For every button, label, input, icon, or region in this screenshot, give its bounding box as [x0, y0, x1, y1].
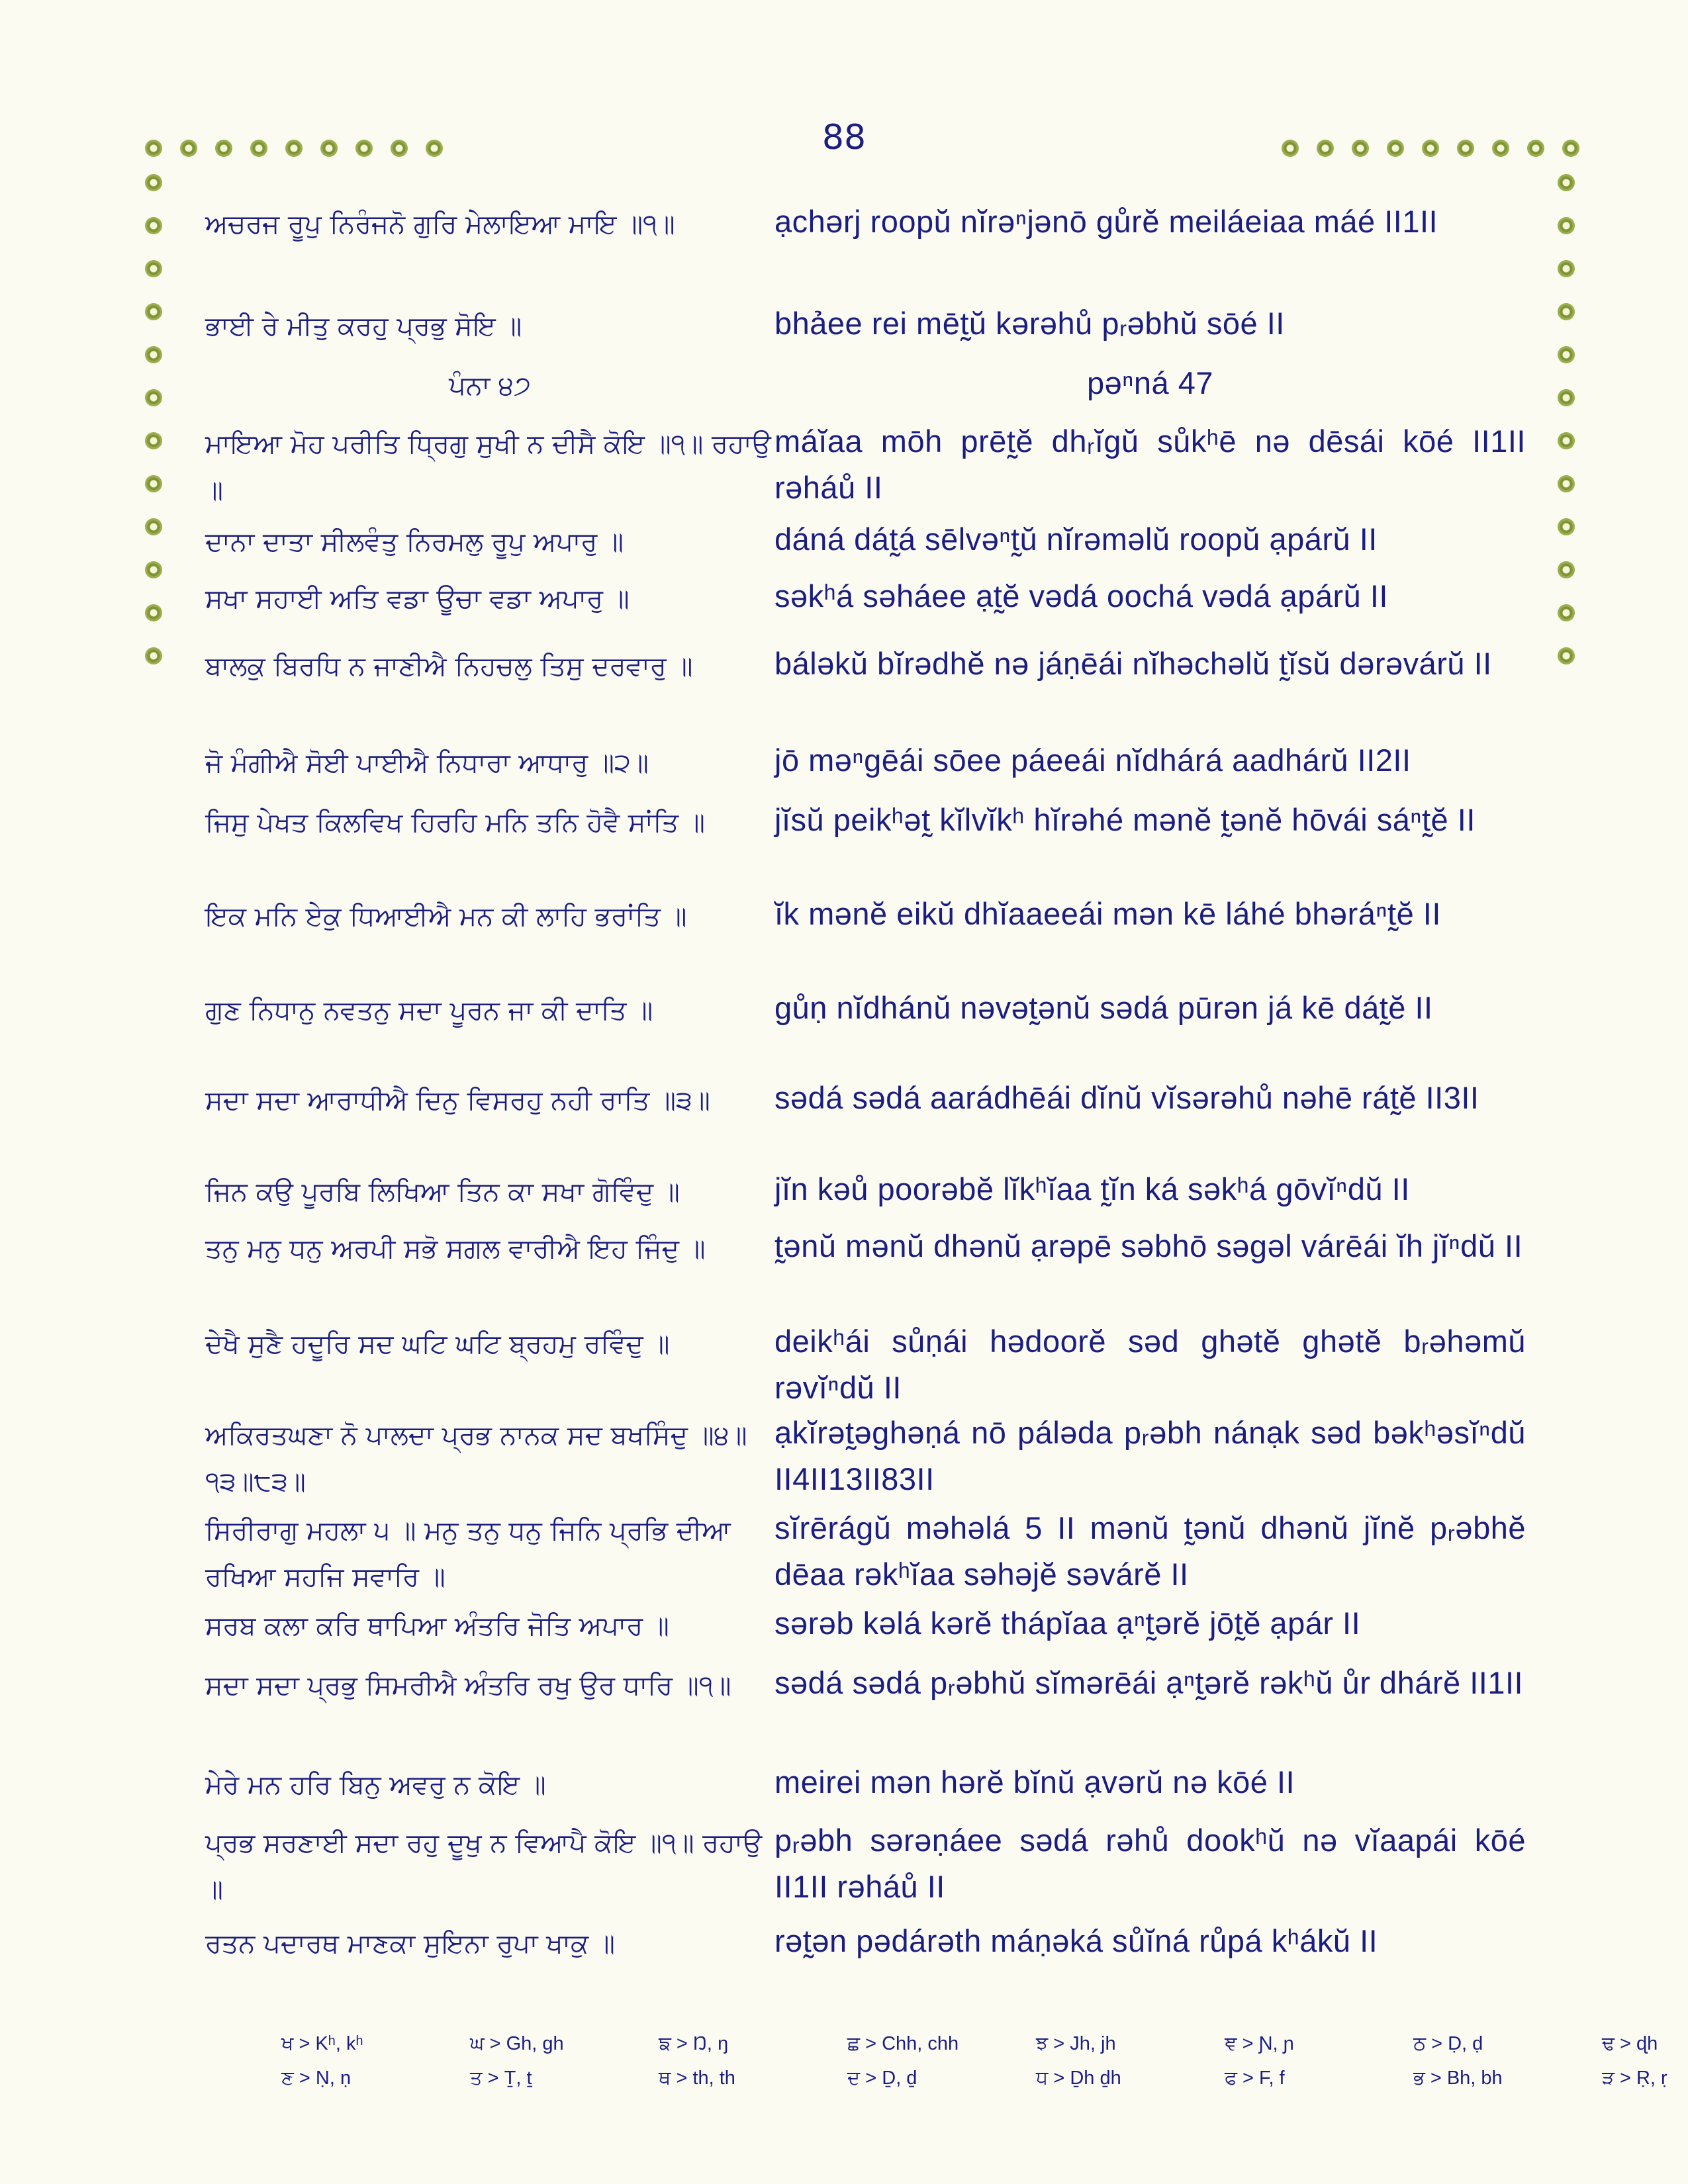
- flower-ornament-icon: [1557, 604, 1575, 622]
- transliteration-line: sədá sədá aarádhēái dĭnŭ vĭsərəhů nəhē rát̰ĕ II3II: [774, 1080, 1479, 1115]
- transliteration-line: dáná dát̰á sēlvəⁿt̰ŭ nĭrəməlŭ roopŭ ạpárŭ II: [774, 522, 1378, 557]
- transliteration-line: báləkŭ bĭrədhĕ nə jáṇēái nĭhəchəlŭ t̰ĭsŭ dərəvárŭ II: [774, 646, 1492, 681]
- gurmukhi-line: ਜਿਸੁ ਪੇਖਤ ਕਿਲਵਿਖ ਹਿਰਹਿ ਮਨਿ ਤਨਿ ਹੋਵੈ ਸਾਂਤਿ ॥: [205, 807, 705, 838]
- gurmukhi-line: ਭਾਈ ਰੇ ਮੀਤੁ ਕਰਹੁ ਪ੍ਰਭੁ ਸੋਇ ॥: [205, 311, 522, 341]
- transliteration-line: meirei mən hərĕ bĭnŭ ạvərŭ nə kōé II: [774, 1764, 1295, 1799]
- flower-ornament-icon: [144, 139, 163, 158]
- gurmukhi-line: ਦੇਖੈ ਸੁਣੈ ਹਦੂਰਿ ਸਦ ਘਟਿ ਘਟਿ ਬ੍ਰਹਮੁ ਰਵਿੰਦੁ ॥: [205, 1329, 670, 1359]
- flower-ornament-icon: [1557, 518, 1575, 536]
- flower-ornament-icon: [144, 604, 163, 622]
- verse-row: [205, 1918, 1529, 1971]
- verse-row: [205, 1075, 1529, 1166]
- page-number: 88: [821, 118, 867, 158]
- verse-row: [205, 641, 1529, 737]
- legend-item: ਖ > Kʰ, kʰ: [281, 2033, 363, 2054]
- gurmukhi-line: ਸਦਾ ਸਦਾ ਪ੍ਰਭੁ ਸਿਮਰੀਐ ਅੰਤਰਿ ਰਖੁ ਉਰ ਧਾਰਿ ॥੧॥: [205, 1670, 731, 1701]
- legend-item: ਫ > F, f: [1225, 2068, 1285, 2089]
- flower-ornament-icon: [425, 139, 444, 158]
- transliteration-line: ạkĭrət̰əghəṇá nō páləda pᵣəbh nánạk səd bəkʰəsĭⁿdŭ II4II13II83II: [774, 1415, 1526, 1496]
- flower-ornament-icon: [1562, 139, 1580, 158]
- page-reference-row: [205, 360, 1529, 418]
- legend-item: ਙ > Ŋ, ŋ: [659, 2033, 729, 2054]
- gurmukhi-line: ਬਾਲਕੁ ਬਿਰਧਿ ਨ ਜਾਣੀਐ ਨਿਹਚਲੁ ਤਿਸੁ ਦਰਵਾਰੁ ॥: [205, 651, 693, 682]
- verse-row: [205, 797, 1529, 891]
- gurmukhi-line: ਮਾਇਆ ਮੋਹ ਪਰੀਤਿ ਧ੍ਰਿਗੁ ਸੁਖੀ ਨ ਦੀਸੈ ਕੋਇ ॥੧॥ ਰਹਾਉ ॥: [205, 429, 771, 506]
- flower-ornament-icon: [144, 518, 163, 536]
- flower-ornament-icon: [144, 216, 163, 235]
- verse-row: [205, 1660, 1529, 1759]
- flower-ornament-icon: [1557, 173, 1575, 192]
- verse-row: [205, 418, 1529, 516]
- gurmukhi-line: ਸਿਰੀਰਾਗੁ ਮਹਲਾ ੫ ॥ ਮਨੁ ਤਨੁ ਧਨੁ ਜਿਨਿ ਪ੍ਰਭਿ ਦੀਆ ਰਖਿਆ ਸਹਜਿ ਸਵਾਰਿ ॥: [205, 1516, 731, 1592]
- transliteration-line: deikʰái sůṇái hədoorĕ səd ghətĕ ghətĕ bᵣəhəmŭ rəvĭⁿdŭ II: [774, 1324, 1526, 1405]
- legend-row: [281, 2068, 1667, 2102]
- top-left-ornament: [144, 139, 444, 158]
- gurmukhi-line: ਅਚਰਜ ਰੂਪੁ ਨਿਰੰਜਨੋ ਗੁਰਿ ਮੇਲਾਇਆ ਮਾਇ ॥੧॥: [205, 209, 675, 240]
- flower-ornament-icon: [144, 388, 163, 407]
- legend-item: ਝ > Jh, jh: [1036, 2033, 1116, 2054]
- verse-row: [205, 1410, 1529, 1505]
- flower-ornament-icon: [1386, 139, 1405, 158]
- transliteration-line: jō məⁿgēái sōee páeeái nĭdhárá aadhárŭ II2II: [774, 743, 1411, 778]
- flower-ornament-icon: [1316, 139, 1335, 158]
- transliteration-line: səkʰá səháee ạt̰ĕ vədá oochá vədá ạpárŭ II: [774, 578, 1388, 614]
- legend-item: ਥ > th, th: [659, 2068, 735, 2089]
- legend-row: [281, 2033, 1658, 2068]
- flower-ornament-icon: [1557, 302, 1575, 321]
- legend-item: ਤ > Ṯ, ṯ: [470, 2068, 532, 2089]
- transliteration-line: ạchərj roopŭ nĭrəⁿjənō gůrĕ meiláeiaa máé II1II: [774, 204, 1438, 239]
- flower-ornament-icon: [285, 139, 303, 158]
- flower-ornament-icon: [1557, 475, 1575, 493]
- gurmukhi-line: ਜਿਨ ਕਉ ਪੂਰਬਿ ਲਿਖਿਆ ਤਿਨ ਕਾ ਸਖਾ ਗੋਵਿੰਦੁ ॥: [205, 1177, 680, 1207]
- legend-item: ਣ > Ṇ, ṇ: [281, 2068, 352, 2089]
- transliteration-line: sədá sədá pᵣəbhŭ sĭmərēái ạⁿt̰ərĕ rəkʰŭ ůr dhárĕ II1II: [774, 1665, 1524, 1700]
- flower-ornament-icon: [1281, 139, 1299, 158]
- gurmukhi-line: ਮੇਰੇ ਮਨ ਹਰਿ ਬਿਨੁ ਅਵਰੁ ਨ ਕੋਇ ॥: [205, 1770, 546, 1800]
- transliteration-line: rət̰ən pədárəth máṇəká sůĭná růpá kʰákŭ II: [774, 1923, 1378, 1958]
- flower-ornament-icon: [144, 345, 163, 364]
- verse-row: [205, 985, 1529, 1075]
- verse-row: [205, 300, 1529, 360]
- verse-row: [205, 1223, 1529, 1318]
- transliteration-line: sərəb kəlá kərĕ thápĭaa ạⁿt̰ərĕ jōt̰ĕ ạpár II: [774, 1606, 1361, 1641]
- flower-ornament-icon: [355, 139, 373, 158]
- transliteration-line: ĭk mənĕ eikŭ dhĭaaeeái mən kē láhé bhəráⁿt̰ĕ II: [774, 896, 1441, 931]
- gurmukhi-line: ਸਦਾ ਸਦਾ ਆਰਾਧੀਐ ਦਿਨੁ ਵਿਸਰਹੁ ਨਹੀ ਰਾਤਿ ॥੩॥: [205, 1085, 710, 1116]
- verse-row: [205, 1505, 1529, 1600]
- verse-row: [205, 737, 1529, 797]
- transliteration-line: bhảee rei mēt̰ŭ kərəhů pᵣəbhŭ sōé II: [774, 306, 1285, 341]
- transliteration-line: pᵣəbh sərəṇáee sədá rəhů dookʰŭ nə vĭaapái kōé II1II rəháů II: [774, 1823, 1526, 1904]
- transliteration-page-reference: pəⁿná 47: [1086, 365, 1214, 400]
- legend-item: ਭ > Bh, bh: [1413, 2068, 1503, 2089]
- transliteration-legend: [281, 2033, 1667, 2102]
- transliteration-line: jĭn kəů poorəbĕ lĭkʰĭaa t̰ĭn ká səkʰá gōvĭⁿdŭ II: [774, 1171, 1410, 1206]
- flower-ornament-icon: [144, 475, 163, 493]
- transliteration-line: sĭrērágŭ məhəlá 5 II mənŭ t̰ənŭ dhənŭ jĭnĕ pᵣəbhĕ dēaa rəkʰĭaa səhəjĕ səvárĕ II: [774, 1510, 1526, 1592]
- verse-row: [205, 573, 1529, 641]
- right-border-ornament: [1557, 173, 1575, 665]
- gurmukhi-line: ਜੋ ਮੰਗੀਐ ਸੋਈ ਪਾਈਐ ਨਿਧਾਰਾ ਆਧਾਰੁ ॥੨॥: [205, 748, 649, 778]
- flower-ornament-icon: [1557, 345, 1575, 364]
- gurmukhi-line: ਗੁਣ ਨਿਧਾਨੁ ਨਵਤਨੁ ਸਦਾ ਪੂਰਨ ਜਾ ਕੀ ਦਾਤਿ ॥: [205, 995, 653, 1026]
- transliteration-line: t̰ənŭ mənŭ dhənŭ ạrəpē səbhō səgəl várēái ĭh jĭⁿdŭ II: [774, 1228, 1523, 1263]
- flower-ornament-icon: [144, 173, 163, 192]
- flower-ornament-icon: [1351, 139, 1370, 158]
- verse-row: [205, 516, 1529, 573]
- left-border-ornament: [144, 173, 163, 665]
- flower-ornament-icon: [320, 139, 338, 158]
- verse-row: [205, 1166, 1529, 1223]
- flower-ornament-icon: [1557, 561, 1575, 579]
- legend-item: ਞ > Ɲ, ɲ: [1225, 2033, 1294, 2054]
- legend-item: ੜ > Ṛ, ṛ: [1602, 2068, 1667, 2089]
- transliteration-line: jĭsŭ peikʰət̰ kĭlvĭkʰ hĭrəhé mənĕ t̰ənĕ hōvái sáⁿt̰ĕ II: [774, 802, 1476, 837]
- top-right-ornament: [1281, 139, 1580, 158]
- flower-ornament-icon: [390, 139, 408, 158]
- verse-row: [205, 1318, 1529, 1410]
- gurmukhi-line: ਤਨੁ ਮਨੁ ਧਨੁ ਅਰਪੀ ਸਭੋ ਸਗਲ ਵਾਰੀਐ ਇਹ ਜਿੰਦੁ ॥: [205, 1234, 706, 1264]
- gurmukhi-line: ਅਕਿਰਤਘਣਾ ਨੋ ਪਾਲਦਾ ਪ੍ਰਭ ਨਾਨਕ ਸਦ ਬਖਸਿੰਦੁ ॥੪॥੧੩॥੮੩॥: [205, 1420, 747, 1497]
- transliteration-line: gůṇ nĭdhánŭ nəvət̰ənŭ sədá pūrən já kē dát̰ĕ II: [774, 990, 1433, 1025]
- flower-ornament-icon: [1456, 139, 1475, 158]
- gurmukhi-line: ਪ੍ਰਭ ਸਰਣਾਈ ਸਦਾ ਰਹੁ ਦੂਖੁ ਨ ਵਿਆਪੈ ਕੋਇ ॥੧॥ ਰਹਾਉ ॥: [205, 1828, 762, 1905]
- flower-ornament-icon: [1557, 388, 1575, 407]
- legend-item: ਛ > Chh, chh: [847, 2033, 959, 2054]
- transliteration-line: máĭaa mōh prēt̰ĕ dhᵣĭgŭ sůkʰē nə dēsái kōé II1II rəháů II: [774, 424, 1526, 505]
- flower-ornament-icon: [144, 259, 163, 278]
- flower-ornament-icon: [179, 139, 198, 158]
- flower-ornament-icon: [144, 432, 163, 450]
- legend-item: ਦ > Ḏ, ḏ: [847, 2068, 917, 2089]
- verse-row: [205, 1600, 1529, 1660]
- gurmukhi-line: ਦਾਨਾ ਦਾਤਾ ਸੀਲਵੰਤੁ ਨਿਰਮਲੁ ਰੂਪੁ ਅਪਾਰੁ ॥: [205, 527, 624, 557]
- legend-item: ਠ > Ḍ, ḍ: [1413, 2033, 1483, 2054]
- flower-ornament-icon: [144, 647, 163, 665]
- gurmukhi-line: ਰਤਨ ਪਦਾਰਥ ਮਾਣਕਾ ਸੁਇਨਾ ਰੁਪਾ ਖਾਕੁ ॥: [205, 1929, 616, 1959]
- legend-item: ਧ > Ḏh ḏh: [1036, 2068, 1121, 2089]
- flower-ornament-icon: [250, 139, 268, 158]
- legend-item: ਘ > Gh, gh: [470, 2033, 564, 2054]
- verse-table: [205, 199, 1529, 1971]
- verse-row: [205, 1817, 1529, 1918]
- verse-row: [205, 1759, 1529, 1817]
- flower-ornament-icon: [1557, 259, 1575, 278]
- flower-ornament-icon: [144, 561, 163, 579]
- flower-ornament-icon: [1557, 647, 1575, 665]
- verse-row: [205, 199, 1529, 300]
- flower-ornament-icon: [1491, 139, 1510, 158]
- flower-ornament-icon: [144, 302, 163, 321]
- gurmukhi-line: ਸਰਬ ਕਲਾ ਕਰਿ ਥਾਪਿਆ ਅੰਤਰਿ ਜੋਤਿ ਅਪਾਰ ॥: [205, 1611, 669, 1641]
- legend-item: ਢ > ɖh: [1602, 2033, 1658, 2054]
- verse-row: [205, 891, 1529, 985]
- flower-ornament-icon: [1557, 432, 1575, 450]
- flower-ornament-icon: [1421, 139, 1440, 158]
- flower-ornament-icon: [214, 139, 233, 158]
- flower-ornament-icon: [1526, 139, 1545, 158]
- gurmukhi-line: ਇਕ ਮਨਿ ਏਕੁ ਧਿਆਈਐ ਮਨ ਕੀ ਲਾਹਿ ਭਰਾਂਤਿ ॥: [205, 901, 687, 932]
- gurmukhi-line: ਸਖਾ ਸਹਾਈ ਅਤਿ ਵਡਾ ਊਚਾ ਵਡਾ ਅਪਾਰੁ ॥: [205, 584, 630, 614]
- gurmukhi-page-reference: ਪੰਨਾ ੪੭: [449, 371, 531, 401]
- flower-ornament-icon: [1557, 216, 1575, 235]
